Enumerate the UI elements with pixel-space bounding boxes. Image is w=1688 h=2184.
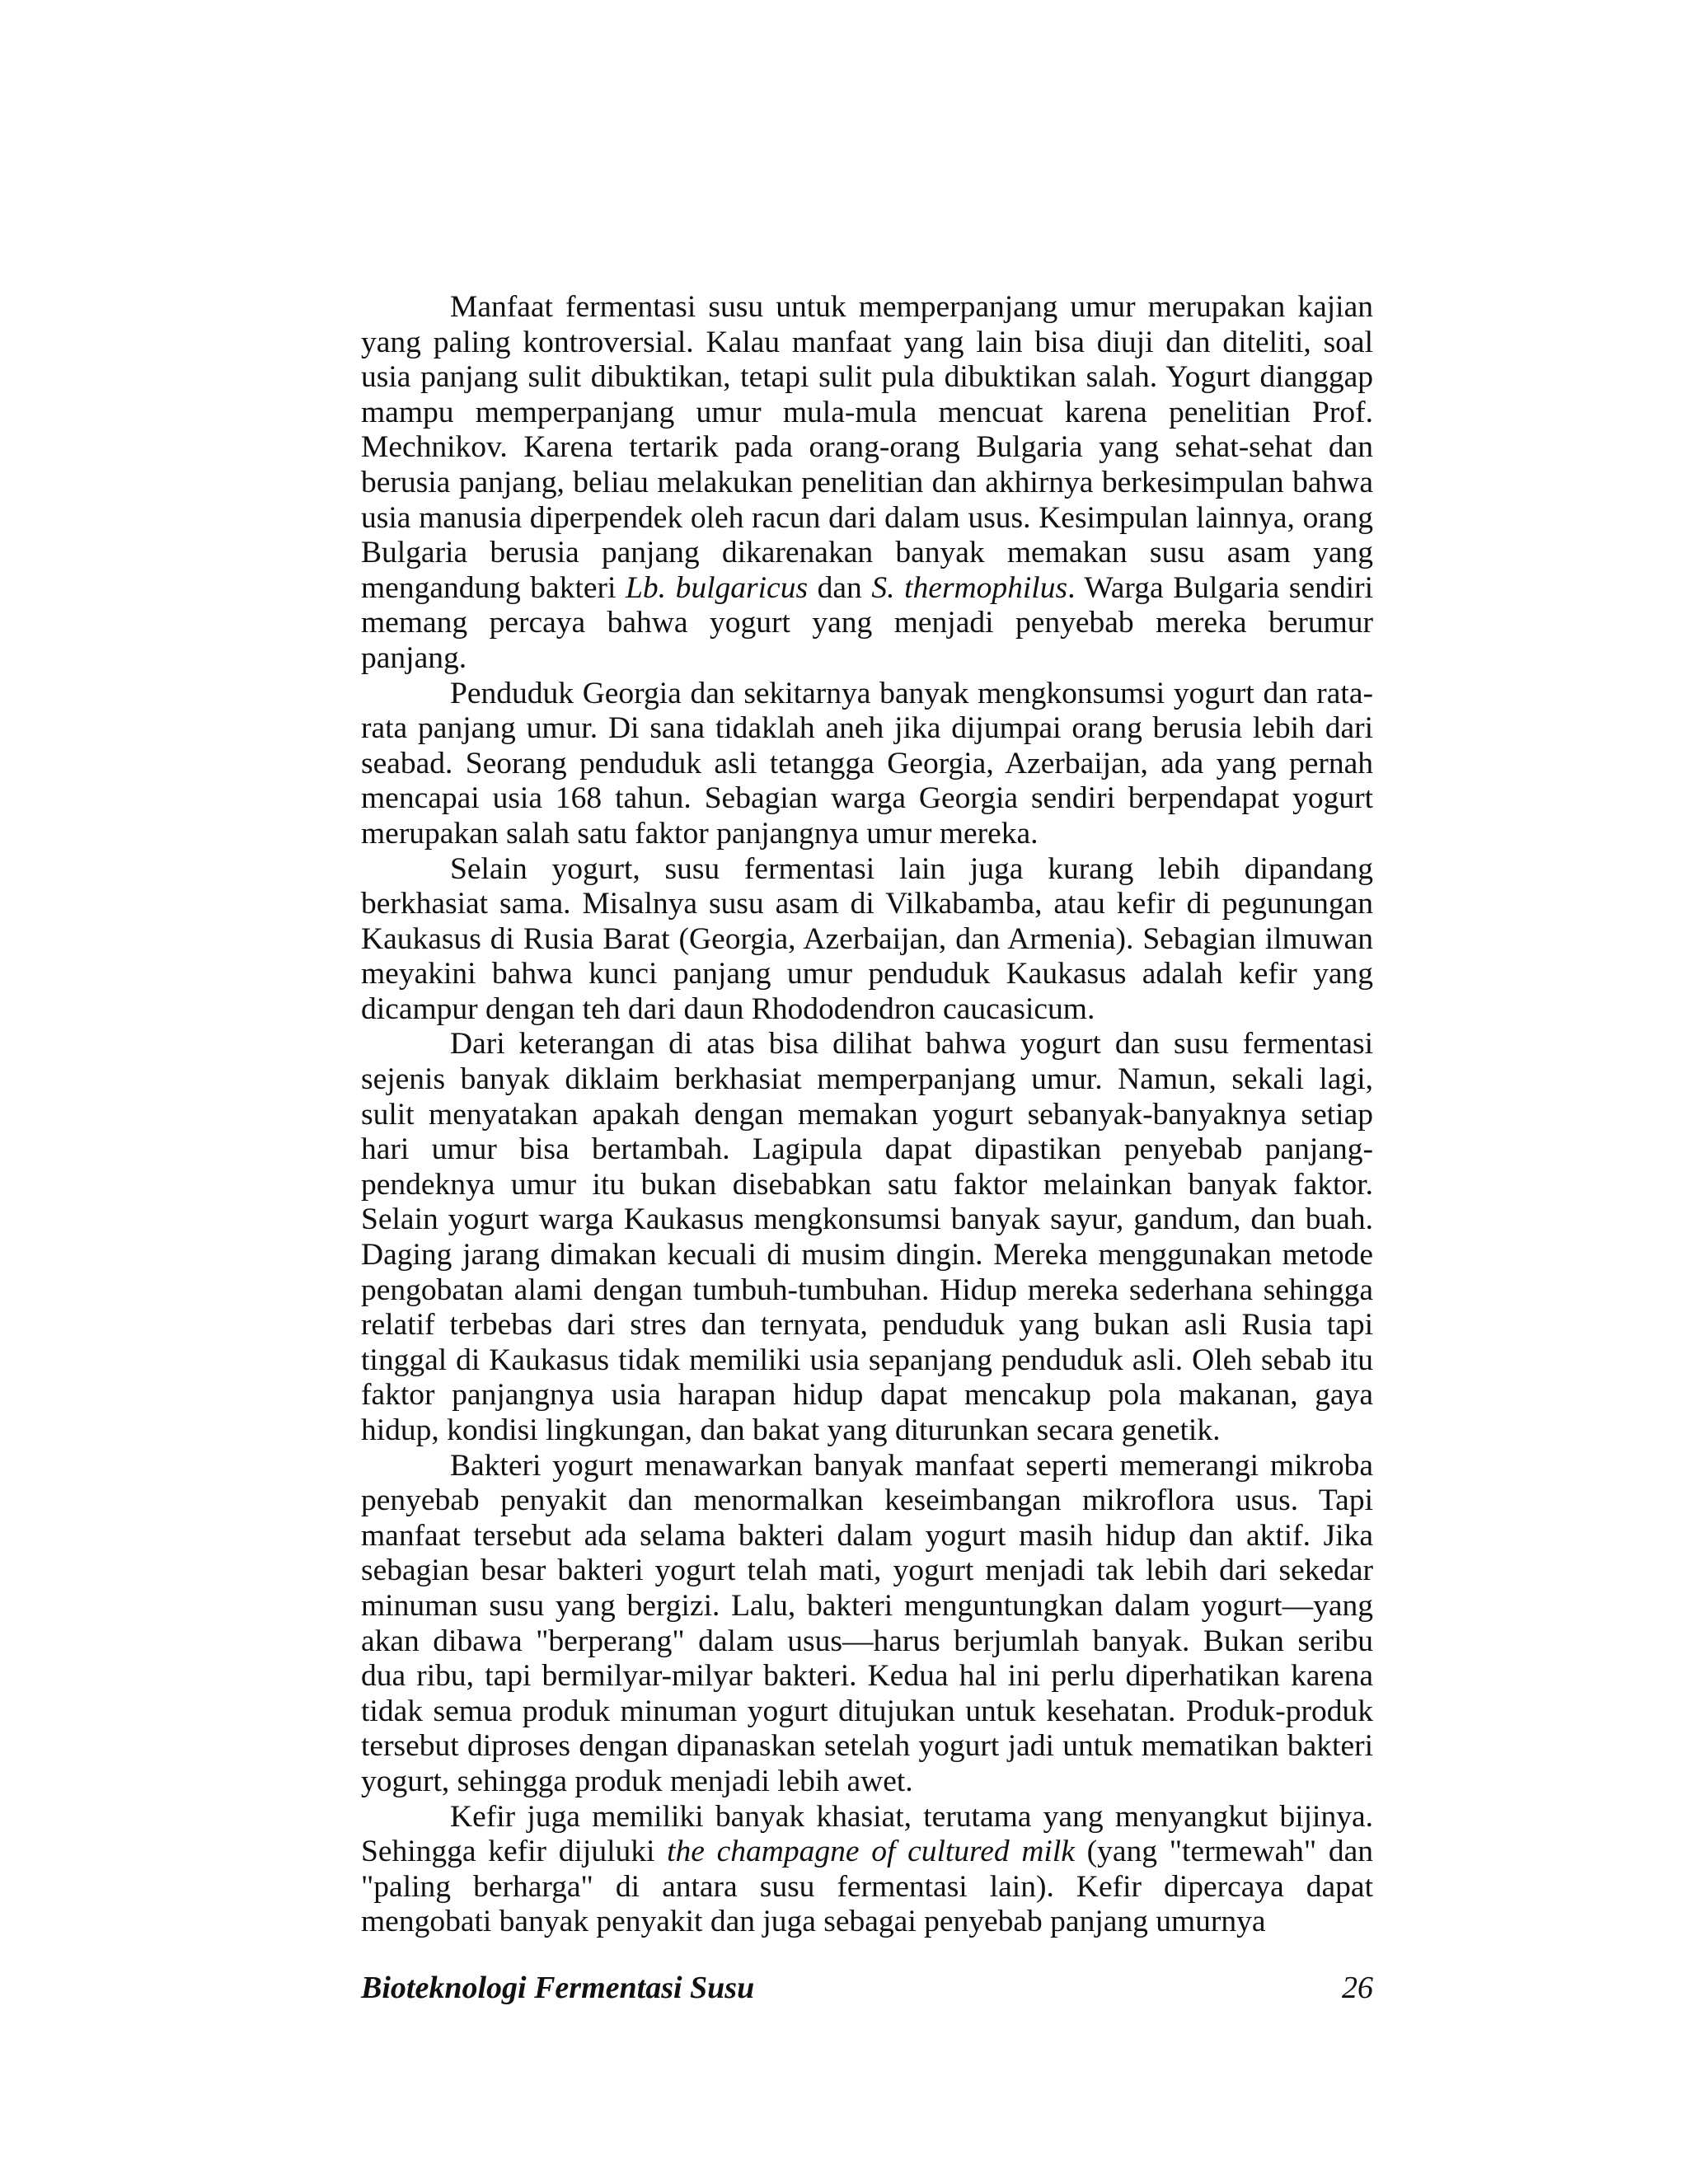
book-title: Bioteknologi Fermentasi Susu xyxy=(361,1971,755,2005)
body-text xyxy=(361,290,1373,1940)
paragraph-2 xyxy=(361,677,1373,852)
paragraph-5 xyxy=(361,1449,1373,1800)
text-run: Kefir juga memiliki banyak khasiat, terutama yang menyangkut bijinya. Sehingga kefir dijuluki xyxy=(361,1799,1373,1869)
paragraph-4 xyxy=(361,1027,1373,1448)
text-run: Dari keterangan di atas bisa dilihat bahwa yogurt dan susu fermentasi sejenis banyak diklaim berkhasiat memperpanjang umur. Namun, sekali lagi, sulit menyatakan apakah dengan memakan yogurt sebanyak-banyaknya setiap hari umur bisa bertambah. Lagipula dapat dipastikan penyebab panjang-pendeknya umur itu bukan disebabkan satu faktor melainkan banyak faktor. Selain yogurt warga Kaukasus mengkonsumsi banyak sayur, gandum, dan buah. Daging jarang dimakan kecuali di musim dingin. Mereka menggunakan metode pengobatan alami dengan tumbuh-tumbuhan. Hidup mereka sederhana sehingga relatif terbebas dari stres dan ternyata, penduduk yang bukan asli Rusia tapi tinggal di Kaukasus tidak memiliki usia sepanjang penduduk asli. Oleh sebab itu faktor panjangnya usia harapan hidup dapat mencakup pola makanan, gaya hidup, kondisi lingkungan, dan bakat yang diturunkan secara genetik. xyxy=(361,1027,1373,1447)
text-run: Manfaat fermentasi susu untuk memperpanjang umur merupakan kajian yang paling kontroversial. Kalau manfaat yang lain bisa diuji dan diteliti, soal usia panjang sulit dibuktikan, tetapi sulit pula dibuktikan salah. Yogurt dianggap mampu memperpanjang umur mula-mula mencuat karena penelitian Prof. Mechnikov. Karena tertarik pada orang-orang Bulgaria yang sehat-sehat dan berusia panjang, beliau melakukan penelitian dan akhirnya berkesimpulan bahwa usia manusia diperpendek oleh racun dari dalam usus. Kesimpulan lainnya, orang Bulgaria berusia panjang dikarenakan banyak memakan susu asam yang mengandung bakteri xyxy=(361,290,1373,605)
species-name: S. thermophilus xyxy=(871,570,1068,605)
text-run: . Warga Bulgaria sendiri memang percaya bahwa yogurt yang menjadi penyebab mereka berumur panjang. xyxy=(361,570,1373,675)
text-run: Penduduk Georgia dan sekitarnya banyak mengkonsumsi yogurt dan rata-rata panjang umur. Di sana tidaklah aneh jika dijumpai orang berusia lebih dari seabad. Seorang penduduk asli tetangga Georgia, Azerbaijan, ada yang pernah mencapai usia 168 tahun. Sebagian warga Georgia sendiri berpendapat yogurt merupakan salah satu faktor panjangnya umur mereka. xyxy=(361,676,1373,851)
species-name: Lb. bulgaricus xyxy=(626,570,809,605)
paragraph-6 xyxy=(361,1800,1373,1940)
text-run: (yang "termewah" dan "paling berharga" di antara susu fermentasi lain). Kefir dipercaya dapat mengobati banyak penyakit dan juga sebagai penyebab panjang umurnya xyxy=(361,1835,1373,1939)
text-run: Selain yogurt, susu fermentasi lain juga kurang lebih dipandang berkhasiat sama. Misalnya susu asam di Vilkabamba, atau kefir di pegunungan Kaukasus di Rusia Barat (Georgia, Azerbaijan, dan Armenia). Sebagian ilmuwan meyakini bahwa kunci panjang umur penduduk Kaukasus adalah kefir yang dicampur dengan teh dari daun Rhododendron caucasicum. xyxy=(361,851,1373,1026)
emphasis-phrase: the champagne of cultured milk xyxy=(667,1835,1075,1869)
text-run: dan xyxy=(808,570,872,605)
page-number: 26 xyxy=(1342,1971,1373,2005)
paragraph-1 xyxy=(361,290,1373,677)
text-run: Bakteri yogurt menawarkan banyak manfaat seperti memerangi mikroba penyebab penyakit dan menormalkan keseimbangan mikroflora usus. Tapi manfaat tersebut ada selama bakteri dalam yogurt masih hidup dan aktif. Jika sebagian besar bakteri yogurt telah mati, yogurt menjadi tak lebih dari sekedar minuman susu yang bergizi. Lalu, bakteri menguntungkan dalam yogurt—yang akan dibawa "berperang" dalam usus—harus berjumlah banyak. Bukan seribu dua ribu, tapi bermilyar-milyar bakteri. Kedua hal ini perlu diperhatikan karena tidak semua produk minuman yogurt ditujukan untuk kesehatan. Produk-produk tersebut diproses dengan dipanaskan setelah yogurt jadi untuk mematikan bakteri yogurt, sehingga produk menjadi lebih awet. xyxy=(361,1448,1373,1798)
paragraph-3 xyxy=(361,852,1373,1028)
